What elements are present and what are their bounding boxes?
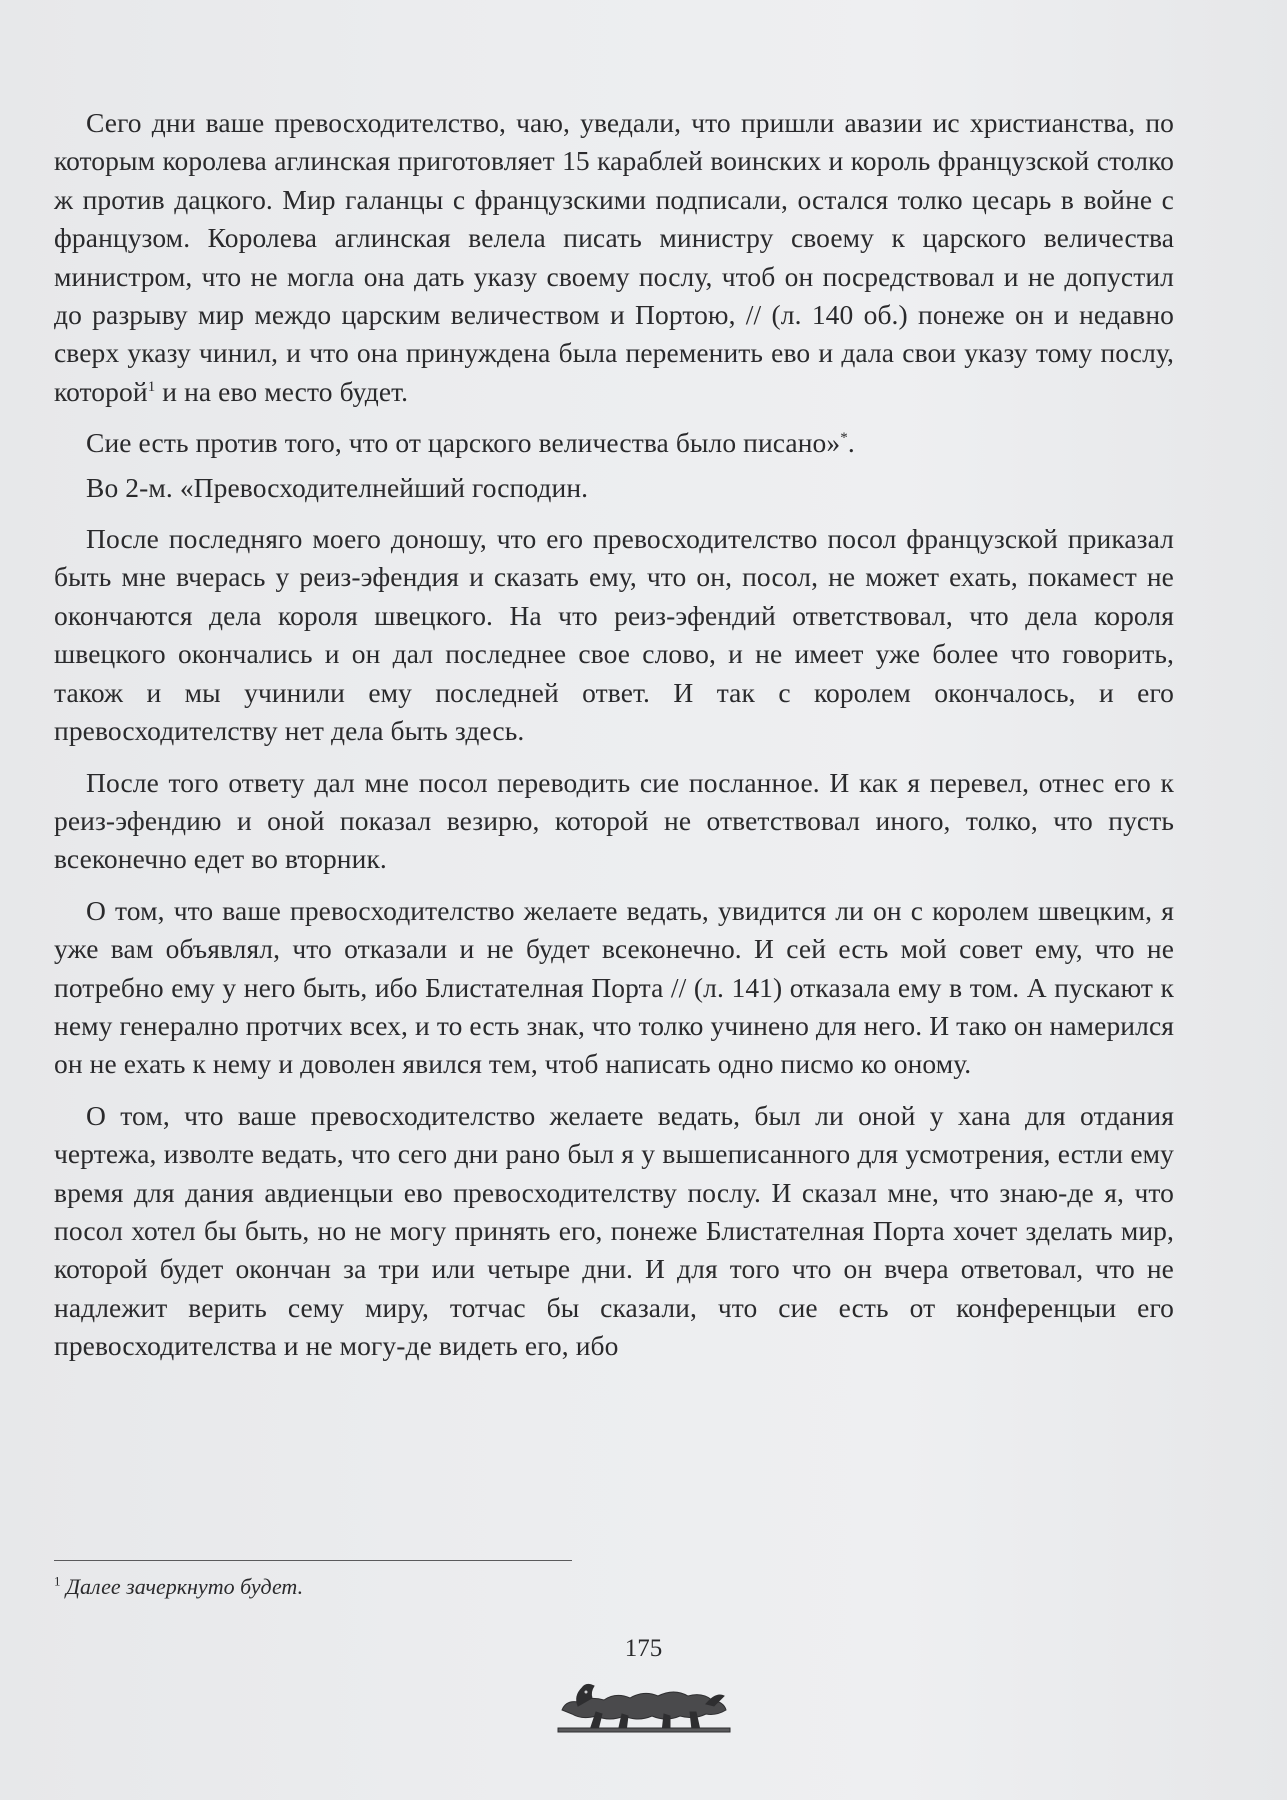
paragraph-3: Во 2-м. «Превосходителнейший господин. <box>86 471 589 503</box>
paragraph-4: После последняго моего доношу, что его превосходителство посол французской приказал быть мне вчерась у реиз-эфендия и сказать ему, что он, посол, не может ехать, покамест не окончаются дела короля швецкого. На что реиз-эфендий ответствовал, что дела короля швецкого окончались и он дал последнее свое слово, и не имеет уже более что говорить, також и мы учинили ему последней ответ. И так с королем окончалось, и его превосходителству нет дела быть здесь. <box>54 523 1174 747</box>
paragraph-7: О том, что ваше превосходителство желаете ведать, был ли оной у хана для отдания чертежа, изволте ведать, что сего дни рано был я у вышеписанного для усмотрения, естли ему время для дания авдиенцыи ево превосходителству послу. И сказал мне, что знаю-де я, что посол хотел бы быть, но не могу принять его, понеже Блистателная Порта хочет зделать мир, которой будет окончан за три или четыре дни. И для того что он вчера ответовал, что не надлежит верить сему миру, тотчас бы сказали, что сие есть от конференцыи его превосходителства и не могу-де видеть его, ибо <box>54 1099 1174 1362</box>
page-number: 175 <box>624 1635 663 1662</box>
footnote-divider <box>54 1560 572 1561</box>
beast-ornament-icon <box>556 1666 732 1736</box>
paragraph-1: Сего дни ваше превосходителство, чаю, уведали, что пришли авазии ис христианства, по которым королева аглинская приготовляет 15 караблей воинских и король французской столко ж против дацкого. Мир галанцы с французскими подписали, остался толко цесарь в войне с французом. Королева аглинская велела писать министру своему к царского величества министром, что не могла она дать указу своему послу, чтоб он посредствовал и не допустил до разрыву мир междо царским величеством и Портою, // (л. 140 об.) понеже он и недавно сверх указу чинил, и что она принуждена была переменить ево и дала свои указу тому послу, которой$^1$ и на ево место будет. <box>54 107 1174 407</box>
footnote-marker: 1 <box>54 1573 61 1589</box>
paragraph-5: После того ответу дал мне посол переводить сие посланное. И как я перевел, отнес его к реиз-эфендию и оной показал везирю, которой не ответствовал иного, толко, что пусть всеконечно едет во вторник. <box>54 766 1174 875</box>
footnote-text: Далее зачеркнуто будет. <box>66 1574 304 1599</box>
footnote-ref-asterisk: * <box>840 430 848 447</box>
main-text <box>54 104 1174 1379</box>
paragraph-6: О том, что ваше превосходителство желаете ведать, увидится ли он с королем швецким, я уже вам объявлял, что отказали и не будет всеконечно. И сей есть мой совет ему, что не потребно ему у него быть, ибо Блистателная Порта // (л. 141) отказала ему в том. А пускают к нему генерално протчих всех, и то есть знак, что толко учинено для него. И тако он намерился он не ехать к нему и доволен явился тем, чтоб написать одно писмо ко оному. <box>54 894 1174 1080</box>
footnote-ref-1: 1 <box>147 378 156 395</box>
footnote <box>54 1572 303 1602</box>
paragraph-2: Сие есть против того, что от царского величества было писано»*. <box>86 427 855 459</box>
